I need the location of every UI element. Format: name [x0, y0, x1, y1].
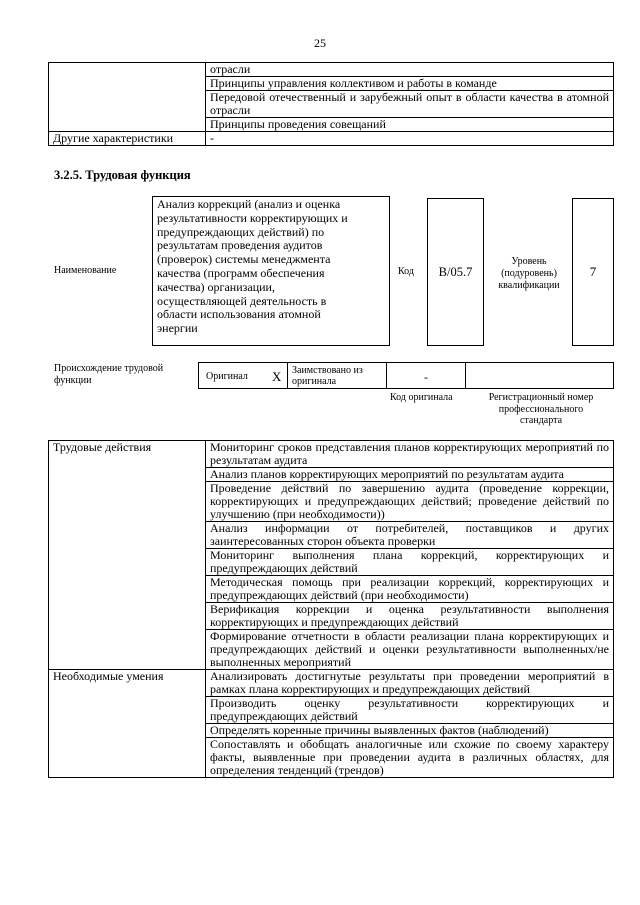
section-title: 3.2.5. Трудовая функция [54, 168, 191, 182]
qualification-level-value: 7 [589, 264, 597, 279]
code-value-box [427, 198, 484, 346]
name-label: Наименование [54, 265, 117, 276]
table-cell: Принципы проведения совещаний [206, 118, 614, 132]
table-cell: Передовой отечественный и зарубежный опыт в области качества в атомной отрасли [206, 91, 614, 118]
table-cell: - [206, 132, 614, 146]
original-mark: X [272, 369, 282, 384]
table-row [49, 670, 614, 697]
reg-number-line: Регистрационный номер [488, 392, 594, 403]
labor-action-item: Верификация коррекции и оценка результативности выполнения корректирующих и предупреждающих действий [206, 603, 614, 630]
function-name-line: Анализ коррекций (анализ и оценка [157, 197, 341, 211]
skill-item: Сопоставлять и обобщать аналогичные или схожие по своему характеру факты, выявленные при проведении аудита в различных областях, для определения тенденций (трендов) [206, 738, 614, 778]
labor-action-item: Мониторинг сроков представления планов корректирующих мероприятий по результатам аудита [206, 441, 614, 468]
section-label: Необходимые умения [49, 670, 206, 778]
origin-code-caption: Код оригинала [390, 392, 453, 403]
labor-action-item: Проведение действий по завершению аудита (проведение коррекции, корректирующих и предупреждающих действий; проведение действий по улучшению (при необходимости)) [206, 482, 614, 522]
table-row [49, 63, 614, 77]
function-name-line: осуществляющей деятельность в [157, 293, 327, 308]
page-number: 25 [314, 36, 326, 50]
origin-label [54, 363, 163, 387]
function-name-box [152, 196, 390, 346]
labor-action-item: Анализ планов корректирующих мероприятий по результатам аудита [206, 468, 614, 482]
level-label-line: (подуровень) [501, 268, 557, 279]
reg-number-caption [468, 392, 614, 427]
borrowed-label-line: Заимствовано из [292, 365, 363, 376]
other-characteristics-table [48, 62, 614, 146]
function-name-line: результатам проведения аудитов [157, 238, 323, 253]
skill-item: Производить оценку результативности корректирующих и предупреждающих действий [206, 697, 614, 724]
reg-number-line: профессионального [498, 403, 584, 415]
section-label: Трудовые действия [49, 441, 206, 670]
borrowed-label [292, 365, 363, 387]
labor-action-item: Формирование отчетности в области реализации плана корректирующих и предупреждающих действий и оценки результативности выполненных/не выполненных мероприятий [206, 630, 614, 670]
reg-number-line: стандарта [519, 415, 563, 426]
function-name-line: области использования атомной [157, 307, 321, 322]
skill-item: Определять коренные причины выявленных фактов (наблюдений) [206, 724, 614, 738]
level-label-line: Уровень [511, 256, 547, 267]
function-name-line: предупреждающих действий) по [157, 224, 325, 239]
qualification-level-box [572, 198, 614, 346]
borrowed-label-line: оригинала [292, 376, 337, 387]
divider [465, 362, 466, 389]
function-name-line: качества (программ обеспечения [157, 265, 325, 280]
labor-action-item: Анализ информации от потребителей, поставщиков и других заинтересованных сторон объекта проверки [206, 522, 614, 549]
labor-action-item: Мониторинг выполнения плана коррекций, корректирующих и предупреждающих действий [206, 549, 614, 576]
origin-code-value: - [424, 370, 428, 384]
divider [287, 362, 288, 389]
table-row [49, 441, 614, 468]
skill-item: Анализировать достигнутые результаты при проведении мероприятий в рамках плана корректирующих и предупреждающих действий [206, 670, 614, 697]
origin-row [198, 362, 614, 389]
table-cell: отрасли [206, 63, 614, 77]
function-name-line: (проверок) системы менеджмента [157, 252, 331, 267]
function-name-line: энергии [157, 321, 198, 336]
labor-action-item: Методическая помощь при реализации коррекций, корректирующих и предупреждающих действий (при необходимости) [206, 576, 614, 603]
level-label-line: квалификации [498, 280, 560, 291]
function-name-line: качества) организации, [157, 279, 275, 294]
original-label: Оригинал [206, 371, 248, 382]
qualification-level-label [488, 256, 570, 292]
origin-label-line: Происхождение трудовой [54, 363, 164, 374]
function-name-line: результативности корректирующих и [157, 210, 348, 225]
table-row [49, 132, 614, 146]
table-cell-empty [49, 63, 206, 132]
labor-functions-table [48, 440, 614, 778]
code-label: Код [398, 266, 414, 277]
origin-label-line: функции [54, 375, 92, 386]
code-value: B/05.7 [438, 264, 473, 279]
table-cell: Принципы управления коллективом и работы в команде [206, 77, 614, 91]
table-cell-label: Другие характеристики [49, 132, 206, 146]
